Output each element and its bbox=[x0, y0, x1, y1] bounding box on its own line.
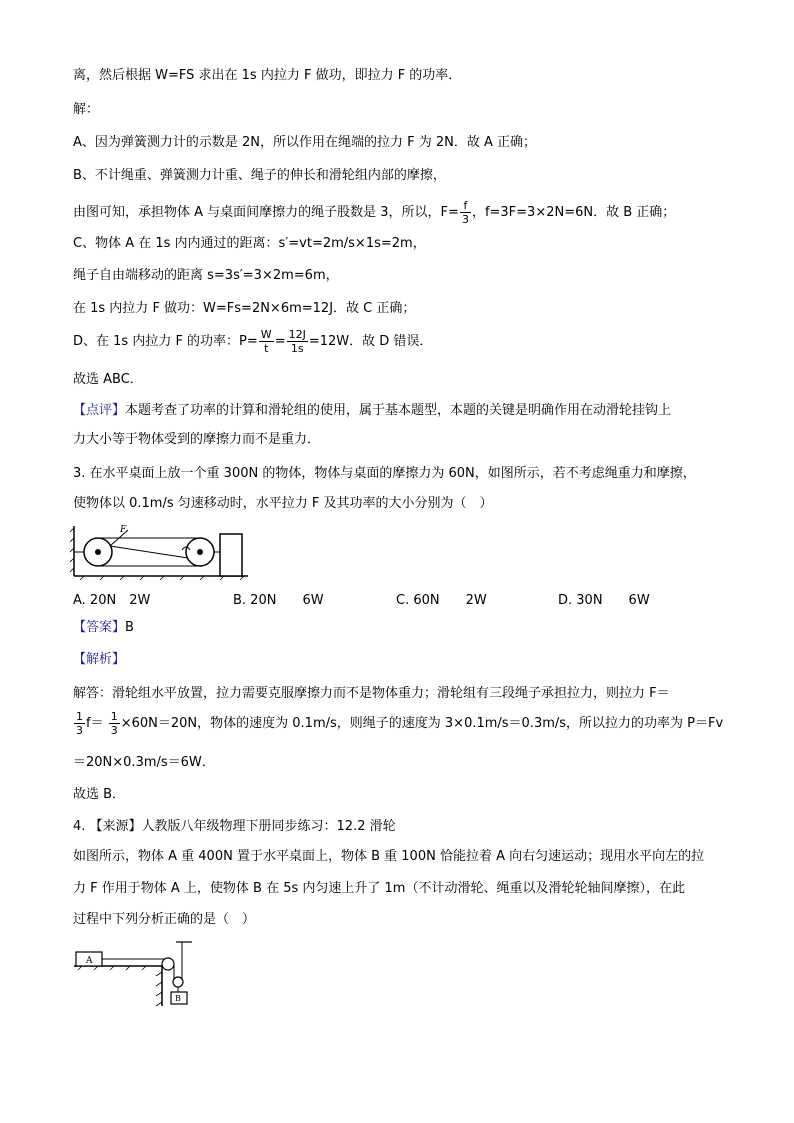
text-line-with-fraction bbox=[73, 710, 723, 737]
answer-line bbox=[73, 620, 134, 636]
fraction bbox=[259, 328, 274, 355]
text-line: 力大小等于物体受到的摩擦力而不是重力． bbox=[73, 432, 321, 447]
block-b-label: B bbox=[175, 994, 181, 1003]
fraction-numerator: W bbox=[260, 328, 272, 341]
comment-tag: 【点评】 bbox=[73, 403, 126, 418]
fraction bbox=[287, 328, 308, 355]
fraction-numerator: 1 bbox=[76, 710, 83, 723]
text-line: A、因为弹簧测力计的示数是 2N，所以作用在绳端的拉力 F 为 2N．故 A 正确； bbox=[73, 135, 537, 150]
text-line: 离，然后根据 W=FS 求出在 1s 内拉力 F 做功，即拉力 F 的功率． bbox=[73, 68, 462, 83]
question-4-source: 4. 【来源】人教版八年级物理下册同步练习：12.2 滑轮 bbox=[73, 819, 396, 834]
fraction-numerator: f bbox=[460, 199, 471, 213]
option-b[interactable]: B. 20N 6W bbox=[233, 593, 324, 608]
fraction-denominator: t bbox=[264, 342, 269, 355]
text-segment: D、在 1s 内拉力 F 的功率：P= bbox=[73, 334, 258, 349]
fraction bbox=[109, 710, 120, 737]
text-line-with-fraction bbox=[73, 199, 675, 226]
question-4-stem: 如图所示，物体 A 重 400N 置于水平桌面上，物体 B 重 100N 恰能拉着 A 向右匀速运动；现用水平向左的拉 bbox=[73, 849, 705, 864]
fraction-denominator: 1s bbox=[290, 342, 304, 355]
fraction-denominator: 3 bbox=[110, 724, 118, 737]
analysis-heading bbox=[73, 652, 125, 668]
pulley-diagram-q3 bbox=[70, 522, 252, 580]
text-segment: 由图可知，承担物体 A 与桌面间摩擦力的绳子股数是 3，所以，F= bbox=[73, 205, 459, 220]
text-line: 故选 B． bbox=[73, 787, 126, 802]
text-segment: ×60N＝20N，物体的速度为 0.1m/s，则绳子的速度为 3×0.1m/s＝0.3m/s，所以拉力的功率为 P＝Fv bbox=[120, 716, 724, 731]
question-3-stem: 使物体以 0.1m/s 匀速移动时，水平拉力 F 及其功率的大小分别为（ ） bbox=[73, 496, 493, 511]
text-line: 故选 ABC． bbox=[73, 372, 143, 387]
fraction bbox=[460, 199, 471, 226]
text-line: C、物体 A 在 1s 内内通过的距离：s′=vt=2m/s×1s=2m， bbox=[73, 236, 426, 251]
block-a-label: A bbox=[86, 956, 93, 966]
text-segment: 本题考查了功率的计算和滑轮组的使用，属于基本题型，本题的关键是明确作用在动滑轮挂钩上 bbox=[125, 403, 672, 418]
text-line: ＝20N×0.3m/s＝6W． bbox=[73, 755, 215, 770]
text-segment: ，f=3F=3×2N=6N．故 B 正确； bbox=[471, 205, 676, 220]
option-d[interactable]: D. 30N 6W bbox=[558, 593, 650, 608]
text-segment: f＝ bbox=[86, 716, 104, 731]
text-line: B、不计绳重、弹簧测力计重、绳子的伸长和滑轮组内部的摩擦， bbox=[73, 168, 446, 183]
fraction-denominator: 3 bbox=[461, 213, 469, 226]
fraction-denominator: 3 bbox=[76, 724, 83, 737]
question-4-stem: 力 F 作用于物体 A 上，使物体 B 在 5s 内匀速上升了 1m（不计动滑轮、绳重以及滑轮轮轴间摩擦），在此 bbox=[73, 881, 685, 896]
fraction bbox=[74, 710, 85, 737]
analysis-tag: 【解析】 bbox=[73, 652, 126, 667]
option-a[interactable]: A. 20N 2W bbox=[73, 593, 151, 608]
force-label: F bbox=[120, 525, 127, 535]
pulley-diagram-q4 bbox=[70, 940, 200, 1010]
text-line: 绳子自由端移动的距离 s=3s′=3×2m=6m， bbox=[73, 268, 339, 283]
fraction-numerator: 12J bbox=[288, 328, 306, 341]
comment-line bbox=[73, 403, 671, 419]
text-line: 解答：滑轮组水平放置，拉力需要克服摩擦力而不是物体重力；滑轮组有三段绳子承担拉力，则拉力 F＝ bbox=[73, 686, 670, 701]
answer-tag: 【答案】 bbox=[73, 620, 126, 635]
text-segment: =12W．故 D 错误． bbox=[308, 334, 433, 349]
solution-heading: 解： bbox=[73, 102, 100, 117]
answer-value: B bbox=[125, 620, 134, 635]
fraction-numerator: 1 bbox=[110, 710, 118, 723]
option-c[interactable]: C. 60N 2W bbox=[396, 593, 487, 608]
question-4-stem: 过程中下列分析正确的是（ ） bbox=[73, 912, 256, 927]
equals-sign: = bbox=[274, 334, 286, 349]
text-line: 在 1s 内拉力 F 做功：W=Fs=2N×6m=12J．故 C 正确； bbox=[73, 301, 416, 316]
text-line-with-fraction bbox=[73, 328, 432, 355]
question-3-stem: 3. 在水平桌面上放一个重 300N 的物体，物体与桌面的摩擦力为 60N，如图所示，若不考虑绳重力和摩擦， bbox=[73, 466, 696, 481]
